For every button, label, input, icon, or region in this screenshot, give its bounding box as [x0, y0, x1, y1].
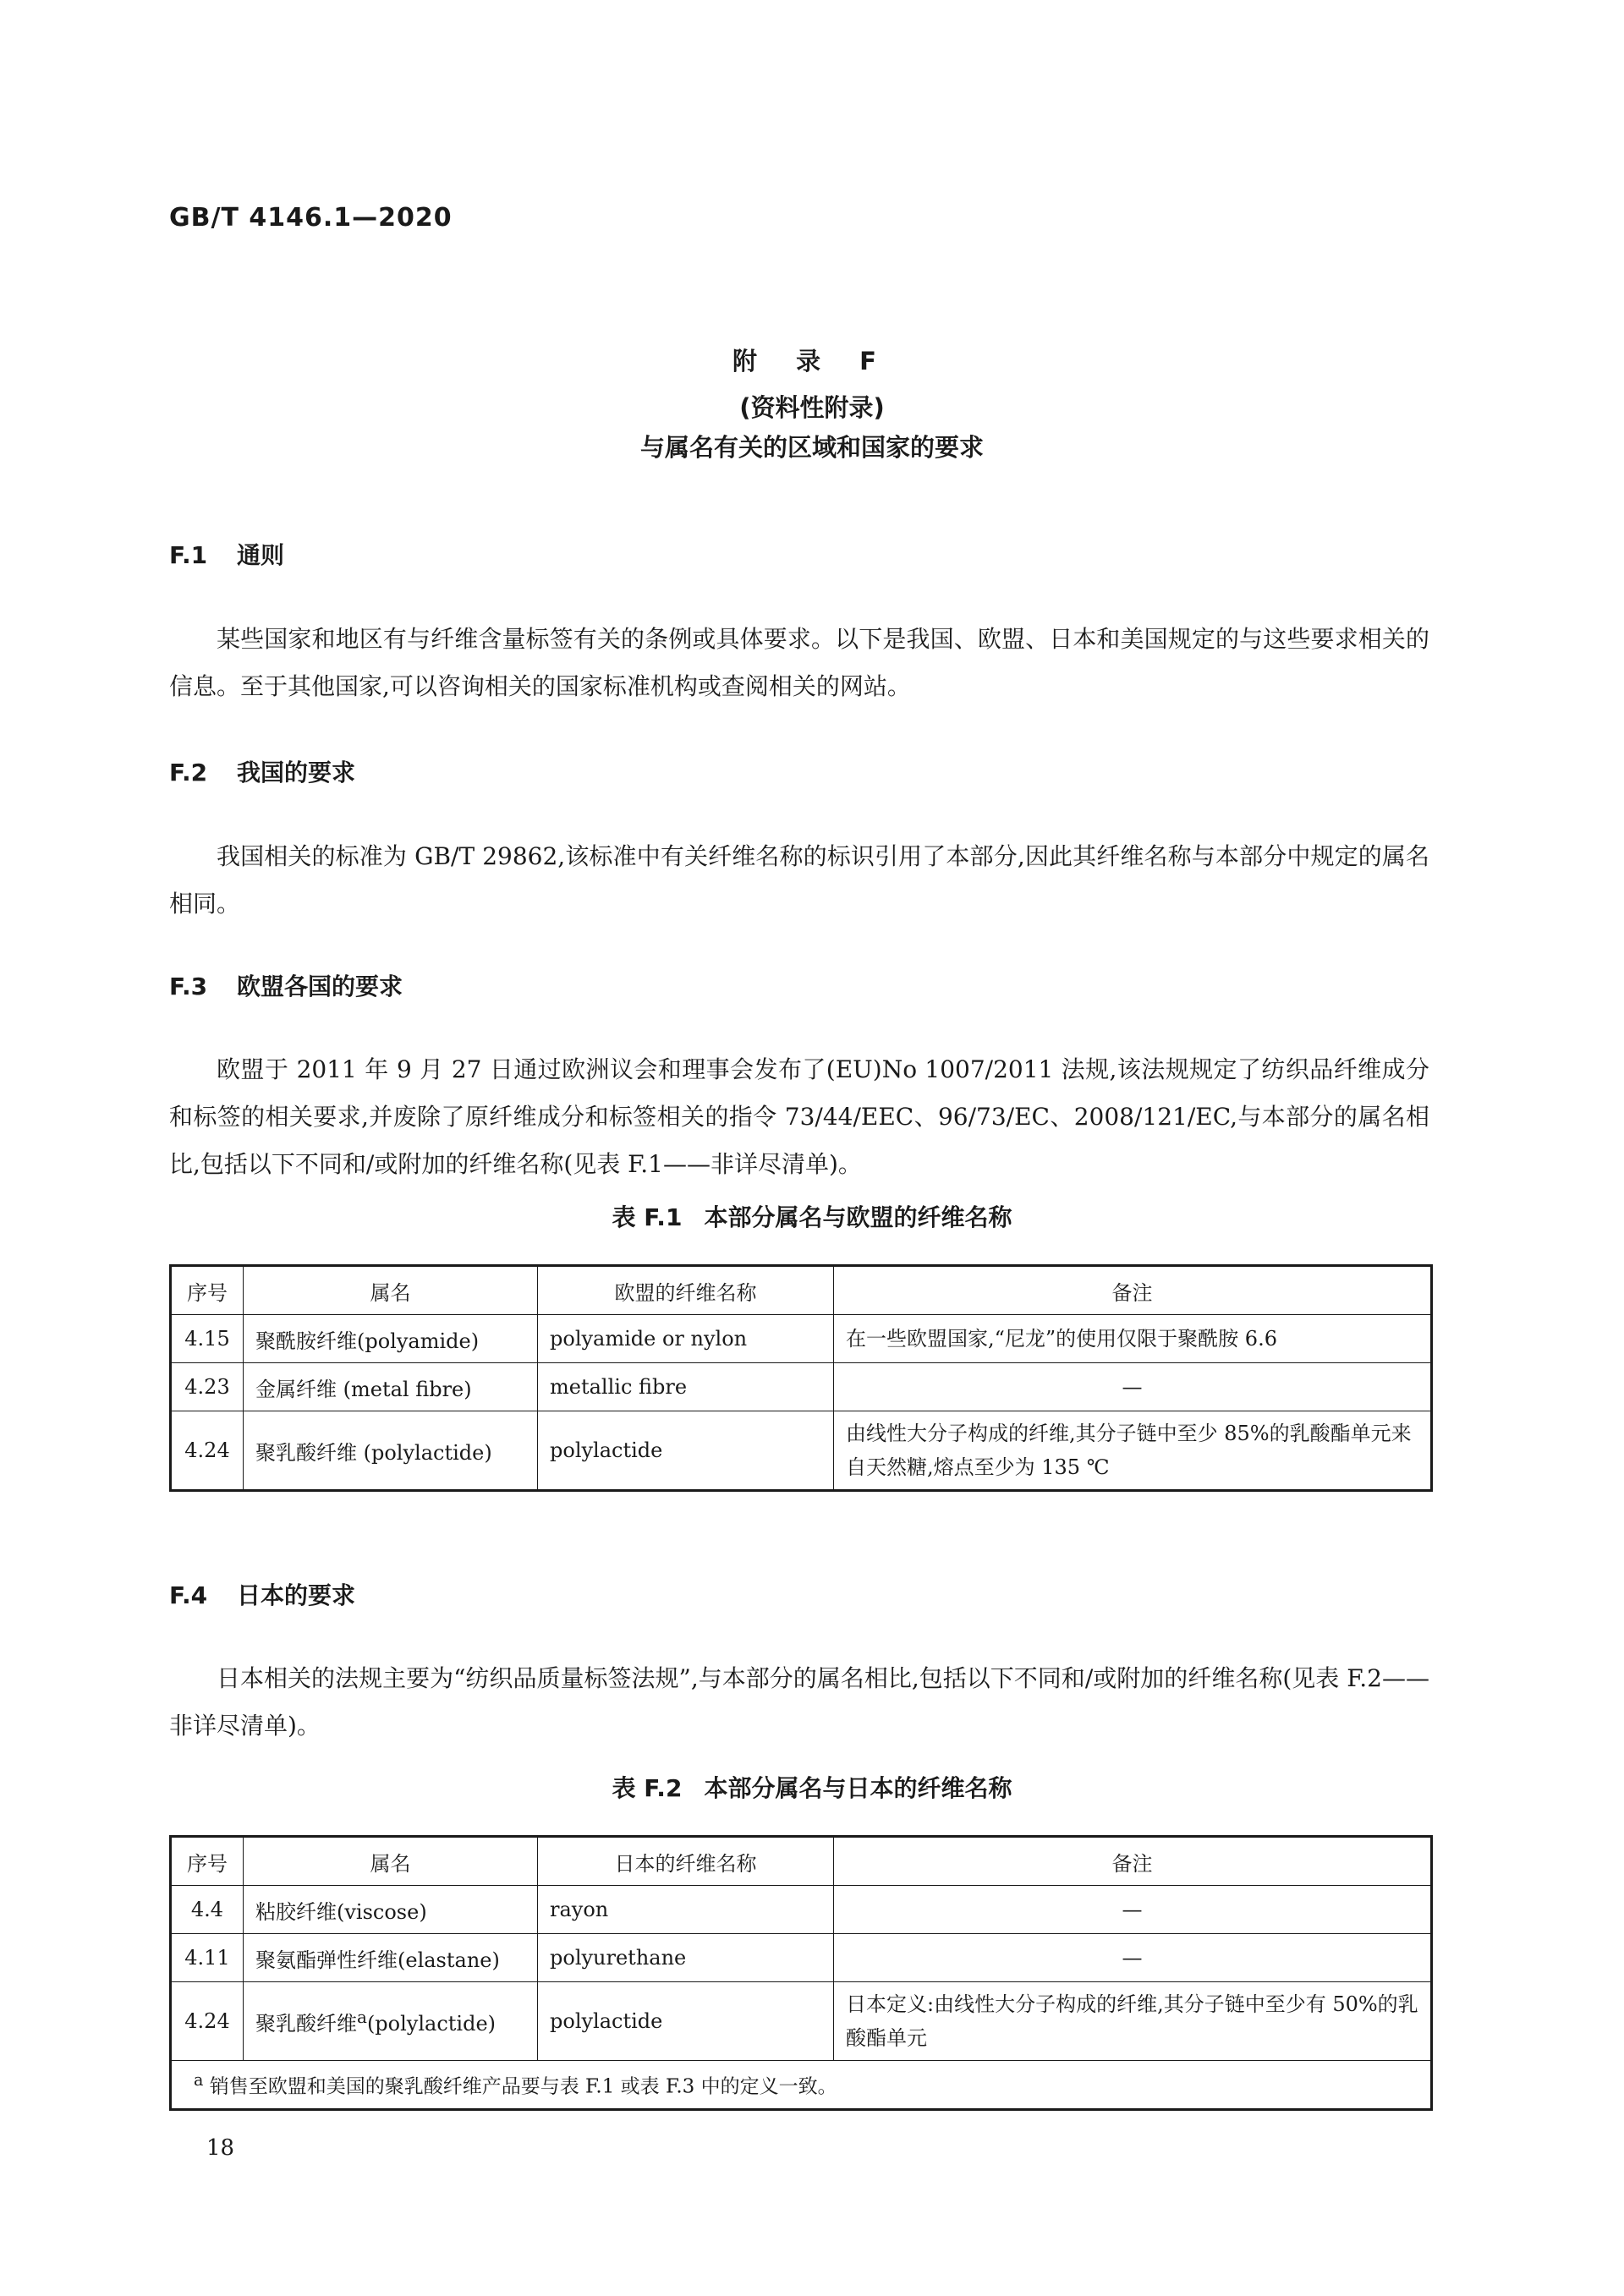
cell-seq: 4.23: [171, 1363, 244, 1411]
header-name: 属名: [244, 1837, 538, 1886]
table-footnote: [171, 2061, 1432, 2110]
cell-name: 金属纤维 (metal fibre): [244, 1363, 538, 1411]
cell-note: —: [834, 1363, 1432, 1411]
header-seq: 序号: [171, 1266, 244, 1315]
cell-note: 由线性大分子构成的纤维,其分子链中至少 85%的乳酸酯单元来自天然糖,熔点至少为 135 ℃: [834, 1411, 1432, 1491]
footnote-text: 销售至欧盟和美国的聚乳酸纤维产品要与表 F.1 或表 F.3 中的定义一致。: [209, 2075, 837, 2098]
section-number: F.1: [169, 541, 208, 569]
annex-subtitle: (资料性附录): [739, 393, 885, 422]
header-region-name: 日本的纤维名称: [538, 1837, 834, 1886]
section-number: F.2: [169, 759, 208, 786]
header-note: 备注: [834, 1266, 1432, 1315]
header-name: 属名: [244, 1266, 538, 1315]
cell-note: —: [834, 1886, 1432, 1934]
table-row: [171, 1982, 1432, 2061]
table-header-row: [171, 1837, 1432, 1886]
header-seq: 序号: [171, 1837, 244, 1886]
table-row: [171, 1886, 1432, 1934]
cell-name: 粘胶纤维(viscose): [244, 1886, 538, 1934]
section-f4-paragraph: 日本相关的法规主要为“纺织品质量标签法规”,与本部分的属名相比,包括以下不同和/或附加的纤维名称(见表 F.2——非详尽清单)。: [169, 1664, 1429, 1740]
section-number: F.3: [169, 973, 208, 1000]
table-f1-title: [0, 1199, 1624, 1233]
cell-note: 在一些欧盟国家,“尼龙”的使用仅限于聚酰胺 6.6: [834, 1315, 1432, 1363]
cell-name-text: 聚乳酸纤维: [255, 2011, 357, 2036]
cell-name: 聚乳酸纤维 (polylactide): [244, 1411, 538, 1491]
cell-seq: 4.4: [171, 1886, 244, 1934]
annex-title: 附 录 F: [732, 347, 892, 375]
section-f2-paragraph: 我国相关的标准为 GB/T 29862,该标准中有关纤维名称的标识引用了本部分,因此其纤维名称与本部分中规定的属名相同。: [169, 842, 1429, 918]
table-row: [171, 1315, 1432, 1363]
section-f4-heading: [169, 1577, 355, 1611]
section-number: F.4: [169, 1581, 208, 1609]
footnote-mark: a: [194, 2070, 204, 2091]
section-title: 欧盟各国的要求: [237, 973, 403, 1000]
header-note: 备注: [834, 1837, 1432, 1886]
table-row: [171, 1934, 1432, 1982]
table-header-row: [171, 1266, 1432, 1315]
cell-seq: 4.15: [171, 1315, 244, 1363]
table-f2-title: [0, 1770, 1624, 1804]
document-code: GB/T 4146.1—2020: [169, 203, 453, 233]
cell-region-name: rayon: [538, 1886, 834, 1934]
cell-note: 日本定义:由线性大分子构成的纤维,其分子链中至少有 50%的乳酸酯单元: [834, 1982, 1432, 2061]
cell-region-name: polyamide or nylon: [538, 1315, 834, 1363]
footnote-marker: a: [357, 2006, 367, 2027]
table-row: [171, 1363, 1432, 1411]
cell-region-name: polylactide: [538, 1411, 834, 1491]
cell-name: [244, 1982, 538, 2061]
table-caption: 本部分属名与欧盟的纤维名称: [704, 1203, 1012, 1231]
cell-seq: 4.11: [171, 1934, 244, 1982]
cell-seq: 4.24: [171, 1411, 244, 1491]
cell-region-name: polylactide: [538, 1982, 834, 2061]
section-f3-paragraph: 欧盟于 2011 年 9 月 27 日通过欧洲议会和理事会发布了(EU)No 1007/2011 法规,该法规规定了纺织品纤维成分和标签的相关要求,并废除了原纤维成分和标签相关的指令 73/44/EEC、96/73/EC、2008/121/EC,与本部分的属名相比,包括以下不同和/或附加的纤维名称(见表 F.1——非详尽清单)。: [169, 1055, 1429, 1178]
section-title: 我国的要求: [237, 759, 356, 786]
cell-region-name: metallic fibre: [538, 1363, 834, 1411]
cell-name: 聚酰胺纤维(polyamide): [244, 1315, 538, 1363]
cell-seq: 4.24: [171, 1982, 244, 2061]
cell-region-name: polyurethane: [538, 1934, 834, 1982]
header-region-name: 欧盟的纤维名称: [538, 1266, 834, 1315]
cell-name-latin: (polylactide): [366, 2011, 497, 2036]
cell-name: 聚氨酯弹性纤维(elastane): [244, 1934, 538, 1982]
table-number: 表 F.2: [612, 1774, 683, 1802]
table-caption: 本部分属名与日本的纤维名称: [704, 1774, 1012, 1802]
section-f3-heading: [169, 968, 403, 1002]
table-row: [171, 1411, 1432, 1491]
section-f1-paragraph: 某些国家和地区有与纤维含量标签有关的条例或具体要求。以下是我国、欧盟、日本和美国规定的与这些要求相关的信息。至于其他国家,可以咨询相关的国家标准机构或查阅相关的网站。: [169, 625, 1429, 700]
table-footnote-row: [171, 2061, 1432, 2110]
section-title: 日本的要求: [237, 1581, 356, 1609]
table-f1: [169, 1264, 1433, 1492]
section-f2-heading: [169, 754, 355, 788]
cell-note: —: [834, 1934, 1432, 1982]
table-f2: [169, 1835, 1433, 2111]
section-f1-heading: [169, 537, 284, 571]
section-title: 通则: [237, 541, 285, 569]
table-number: 表 F.1: [612, 1203, 683, 1231]
annex-name: 与属名有关的区域和国家的要求: [639, 433, 984, 462]
page-number: 18: [206, 2135, 235, 2161]
